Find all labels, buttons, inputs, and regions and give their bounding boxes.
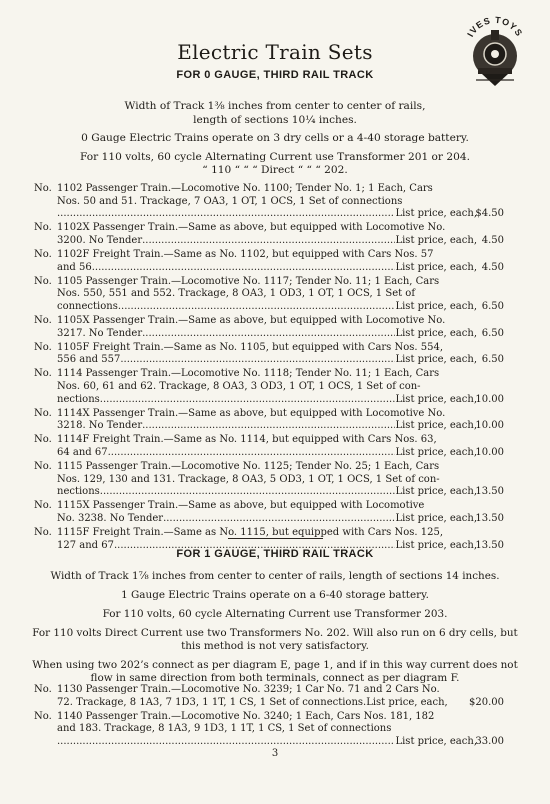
intro-width-line2: length of sections 10¼ inches. xyxy=(193,113,357,126)
intro-dc-line: “ 110 “ “ “ Direct “ “ “ 202. xyxy=(202,164,348,176)
intro-battery: 0 Gauge Electric Trains operate on 3 dry cells or a 4-40 storage battery. xyxy=(81,132,469,144)
item-no-label: No. xyxy=(34,275,52,287)
logo-text: IVES TOYS xyxy=(465,14,525,39)
item-text-line: Nos. 50 and 51. Trackage, 7 OA3, 1 OT, 1 OCS, 1 Set of connections xyxy=(57,195,403,207)
list-item xyxy=(34,314,504,340)
gauge1-battery: 1 Gauge Electric Trains operate on a 6-40 storage battery. xyxy=(121,589,429,601)
gauge1-ac-line: For 110 volts, 60 cycle Alternating Current use Transformer 203. xyxy=(102,608,448,620)
item-price: 13.50 xyxy=(475,486,504,498)
list-item xyxy=(34,710,504,749)
gauge0-train-list xyxy=(34,183,504,554)
gauge1-width: Width of Track 1⅞ inches from center to center of rails, length of sections 14 inches. xyxy=(50,570,500,582)
section-divider xyxy=(228,538,323,539)
item-price: 4.50 xyxy=(481,261,504,273)
page-title: Electric Train Sets xyxy=(177,40,373,64)
item-text-line: 1115X Passenger Train.—Same as above, but equipped with Locomotive xyxy=(57,500,425,512)
item-price: 10.00 xyxy=(475,420,504,432)
item-text-line: 1115F Freight Train.—Same as No. 1115, but equipped with Cars Nos. 125, xyxy=(57,526,444,538)
item-text-line: 1114F Freight Train.—Same as No. 1114, but equipped with Cars Nos. 63, xyxy=(57,434,437,446)
item-price: 13.50 xyxy=(475,539,504,551)
item-price-label: List price, each, xyxy=(395,393,477,405)
item-text-line: 1114 Passenger Train.—Locomotive No. 1118; Tender No. 11; 1 Each, Cars xyxy=(57,368,440,380)
item-text-line: Nos. 129, 130 and 131. Trackage, 8 OA3, 5 OD3, 1 OT, 1 OCS, 1 Set of con- xyxy=(57,473,440,485)
item-price-label: List price, each, xyxy=(395,234,477,246)
list-item xyxy=(34,460,504,499)
list-item xyxy=(34,500,504,525)
list-item xyxy=(34,275,504,314)
item-text-line: 1102 Passenger Train.—Locomotive No. 1100; Tender No. 1; 1 Each, Cars xyxy=(57,183,433,194)
item-price: 4.50 xyxy=(481,234,504,246)
item-leader-text: connections xyxy=(57,300,118,312)
item-price: 33.00 xyxy=(475,735,504,747)
item-price-label: List price, each, xyxy=(395,446,477,458)
list-item xyxy=(34,368,504,406)
item-text-line: 1102F Freight Train.—Same as No. 1102, but equipped with Cars Nos. 57 xyxy=(57,248,434,260)
item-no-label: No. xyxy=(34,368,52,380)
page-subtitle: FOR 0 GAUGE, THIRD RAIL TRACK xyxy=(176,69,374,81)
intro-ac-line: For 110 volts, 60 cycle Alternating Current use Transformer 201 or 204. xyxy=(80,150,470,163)
item-price: 6.50 xyxy=(481,327,504,339)
item-leader-text: nections xyxy=(57,486,100,498)
item-leader-text: nections xyxy=(57,393,100,405)
item-text-line: 72. Trackage, 8 1A3, 7 1D3, 1 1T, 1 CS, 1 Set of connections.List price, each, xyxy=(57,696,448,708)
item-no-label: No. xyxy=(34,434,52,446)
list-item xyxy=(34,222,504,247)
item-price: $20.00 xyxy=(469,696,504,708)
item-price-label: List price, each, xyxy=(395,735,477,747)
item-price-label: List price, each, xyxy=(395,354,477,366)
item-leader-text: 556 and 557 xyxy=(57,354,121,366)
list-item xyxy=(34,341,504,367)
item-no-label: No. xyxy=(34,248,52,260)
list-item xyxy=(34,684,504,709)
item-no-label: No. xyxy=(34,407,52,419)
item-leader-text: No. 3238. No Tender xyxy=(57,512,164,524)
item-no-label: No. xyxy=(34,710,52,722)
item-leader-text: 3217. No Tender xyxy=(57,327,143,339)
intro-block xyxy=(30,100,520,178)
item-text-line: 1102X Passenger Train.—Same as above, but equipped with Locomotive No. xyxy=(57,222,446,234)
item-price: $4.50 xyxy=(475,208,504,220)
list-item xyxy=(34,248,504,274)
item-text-line: 1105X Passenger Train.—Same as above, but equipped with Locomotive No. xyxy=(57,314,446,326)
item-no-label: No. xyxy=(34,500,52,512)
item-no-label: No. xyxy=(34,222,52,234)
gauge1-intro-block xyxy=(30,570,520,691)
item-leader-text: 127 and 67 xyxy=(57,539,114,551)
item-price-label: List price, each, xyxy=(395,261,477,273)
item-price: 13.50 xyxy=(475,512,504,524)
item-price-label: List price, each, xyxy=(395,327,477,339)
item-no-label: No. xyxy=(34,684,52,695)
item-price-label: List price, each, xyxy=(395,486,477,498)
item-text-line: 1140 Passenger Train.—Locomotive No. 3240; 1 Each, Cars Nos. 181, 182 xyxy=(57,710,435,722)
item-text-line: 1105F Freight Train.—Same as No. 1105, but equipped with Cars Nos. 554, xyxy=(57,341,444,353)
item-price: 6.50 xyxy=(481,300,504,312)
item-leader-text: 3200. No Tender xyxy=(57,234,143,246)
item-no-label: No. xyxy=(34,341,52,353)
item-price-label: List price, each, xyxy=(395,300,477,312)
item-text-line: 1130 Passenger Train.—Locomotive No. 3239; 1 Car No. 71 and 2 Cars No. xyxy=(57,684,440,695)
item-text-line: 1115 Passenger Train.—Locomotive No. 1125; Tender No. 25; 1 Each, Cars xyxy=(57,460,440,472)
item-price-label: List price, each, xyxy=(395,208,477,220)
list-item xyxy=(34,434,504,459)
intro-width-line1: Width of Track 1⅜ inches from center to center of rails, xyxy=(124,100,426,112)
list-item xyxy=(34,183,504,221)
item-price-label: List price, each, xyxy=(395,420,477,432)
item-price: 10.00 xyxy=(475,393,504,405)
item-text-line: Nos. 60, 61 and 62. Trackage, 8 OA3, 3 OD3, 1 OT, 1 OCS, 1 Set of con- xyxy=(57,380,421,392)
page-number: 3 xyxy=(271,748,279,759)
item-price-label: List price, each, xyxy=(395,512,477,524)
item-no-label: No. xyxy=(34,314,52,326)
list-item xyxy=(34,407,504,433)
item-price-label: List price, each, xyxy=(395,539,477,551)
item-price: 10.00 xyxy=(475,446,504,458)
item-no-label: No. xyxy=(34,183,52,194)
item-price: 6.50 xyxy=(481,354,504,366)
section-title-gauge1: FOR 1 GAUGE, THIRD RAIL TRACK xyxy=(176,548,374,560)
item-leader-text: 64 and 67 xyxy=(57,446,108,458)
item-text-line: Nos. 550, 551 and 552. Trackage, 8 OA3, 1 OD3, 1 OT, 1 OCS, 1 Set of xyxy=(57,288,416,300)
item-leader-text: and 56 xyxy=(57,261,92,273)
gauge1-dc-line: For 110 volts Direct Current use two Transformers No. 202. Will also run on 6 dry cells, but this method is not very satisfactory. xyxy=(32,627,518,652)
gauge1-diagram-note: When using two 202’s connect as per diagram E, page 1, and if in this way current does not flow in same direction from both terminals, connect as per diagram F. xyxy=(32,659,518,684)
gauge1-train-list xyxy=(34,684,504,750)
item-text-line: 1105 Passenger Train.—Locomotive No. 1117; Tender No. 11; 1 Each, Cars xyxy=(57,275,440,287)
item-no-label: No. xyxy=(34,526,52,538)
item-text-line: and 183. Trackage, 8 1A3, 9 1D3, 1 1T, 1 CS, 1 Set of connections xyxy=(57,723,392,735)
item-no-label: No. xyxy=(34,460,52,472)
item-text-line: 1114X Passenger Train.—Same as above, but equipped with Locomotive No. xyxy=(57,407,446,419)
item-leader-text: 3218. No Tender xyxy=(57,420,143,432)
